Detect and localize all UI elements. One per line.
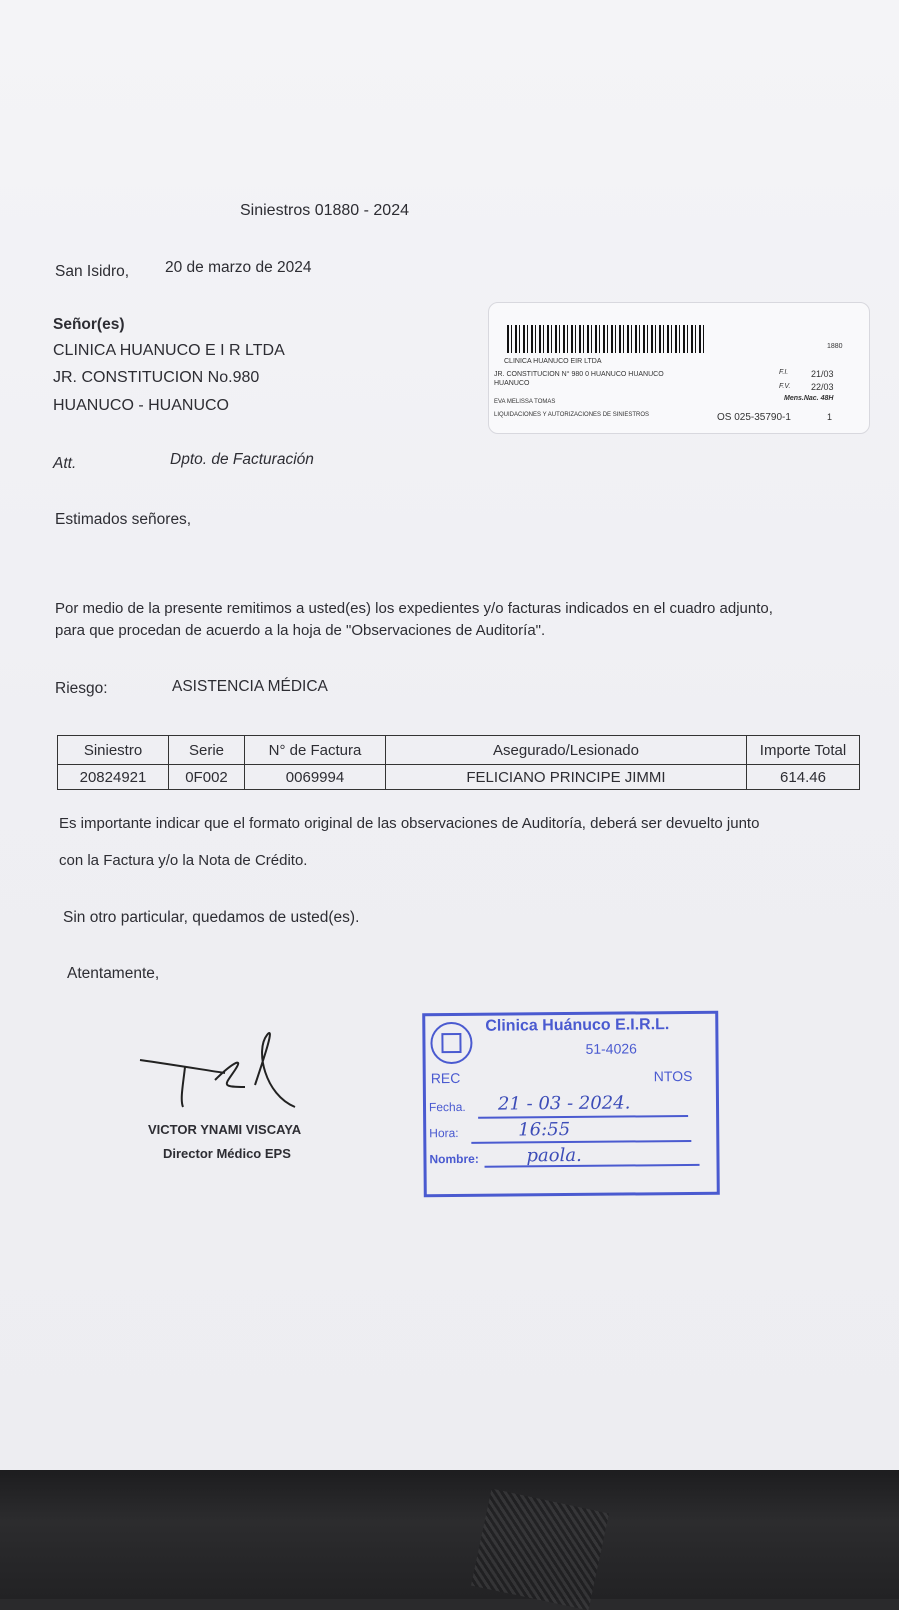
risk-value: ASISTENCIA MÉDICA: [172, 678, 328, 695]
invoice-table: [57, 735, 860, 790]
table-header: Siniestro: [58, 736, 169, 765]
label-person: EVA MELISSA TOMAS: [494, 399, 556, 405]
table-header: N° de Factura: [245, 736, 386, 765]
stamp-nombre-label: Nombre:: [429, 1151, 479, 1167]
label-dept: LIQUIDACIONES Y AUTORIZACIONES DE SINIESTROS: [494, 412, 650, 418]
reception-label: [488, 302, 870, 434]
closing: Sin otro particular, quedamos de usted(es).: [63, 909, 360, 926]
stamp-recep-right: NTOS: [653, 1067, 693, 1085]
label-code: 1880: [827, 343, 843, 350]
letter-title: Siniestros 01880 - 2024: [240, 202, 409, 219]
greeting: Estimados señores,: [55, 511, 192, 528]
table-header: Serie: [169, 736, 245, 765]
table-header: Importe Total: [747, 736, 860, 765]
table-cell: 20824921: [58, 765, 169, 790]
recipient-name: CLINICA HUANUCO E I R LTDA: [53, 342, 285, 359]
attention-value: Dpto. de Facturación: [170, 451, 314, 468]
stamp-hora-value: 16:55: [518, 1119, 571, 1141]
barcode-graphic: [507, 325, 707, 353]
label-fi-label: F.I.: [779, 369, 789, 376]
stamp-hora-label: Hora:: [429, 1125, 459, 1141]
label-os: OS 025-35790-1: [717, 412, 791, 423]
table-cell: FELICIANO PRINCIPE JIMMI: [386, 765, 747, 790]
table-cell: 0069994: [245, 765, 386, 790]
regards: Atentamente,: [67, 965, 160, 982]
background-surface: [0, 1470, 899, 1599]
label-address: JR. CONSTITUCION N° 980 0 HUANUCO HUANUCO: [494, 371, 664, 378]
body-line-1: Por medio de la presente remitimos a usted(es) los expedientes y/o facturas indicados en el cuadro adjunto,: [55, 600, 773, 617]
label-fv-value: 22/03: [811, 382, 834, 392]
body-line-2: para que procedan de acuerdo a la hoja de "Observaciones de Auditoría".: [55, 622, 546, 639]
label-fv-label: F.V.: [779, 383, 791, 390]
attention-label: Att.: [53, 455, 77, 472]
label-message: Mens.Nac. 48H: [784, 395, 834, 402]
stamp-fecha-label: Fecha.: [428, 1099, 466, 1115]
signatory-title: Director Médico EPS: [163, 1146, 291, 1161]
recipient-address: JR. CONSTITUCION No.980: [53, 369, 260, 386]
stamp-nombre-value: paola.: [526, 1144, 582, 1167]
risk-label: Riesgo:: [55, 680, 108, 697]
table-header-row: [58, 736, 860, 765]
label-city: HUANUCO: [494, 380, 530, 387]
stamp-phone: 51-4026: [585, 1040, 637, 1057]
note-line-1: Es importante indicar que el formato original de las observaciones de Auditoría, deberá ser devuelto junto: [59, 815, 760, 832]
stamp-company: Clinica Huánuco E.I.R.L.: [485, 1016, 670, 1035]
table-row: [58, 765, 860, 790]
signatory-name: VICTOR YNAMI VISCAYA: [148, 1122, 302, 1137]
clinic-seal-icon: [428, 1020, 474, 1066]
date: 20 de marzo de 2024: [165, 259, 312, 276]
reception-stamp: [422, 1011, 720, 1198]
table-cell: 0F002: [169, 765, 245, 790]
label-count: 1: [827, 412, 833, 422]
recipient-city: HUANUCO - HUANUCO: [53, 397, 229, 414]
place: San Isidro,: [55, 263, 130, 280]
signature-graphic: [135, 1025, 305, 1110]
label-fi-value: 21/03: [811, 369, 834, 379]
table-cell: 614.46: [747, 765, 860, 790]
label-company: CLINICA HUANUCO EIR LTDA: [504, 358, 602, 365]
salutation: Señor(es): [53, 316, 125, 333]
stamp-recep-left: REC: [430, 1069, 461, 1087]
note-line-2: con la Factura y/o la Nota de Crédito.: [59, 852, 308, 869]
stamp-fecha-value: 21 - 03 - 2024.: [497, 1092, 631, 1115]
table-header: Asegurado/Lesionado: [386, 736, 747, 765]
